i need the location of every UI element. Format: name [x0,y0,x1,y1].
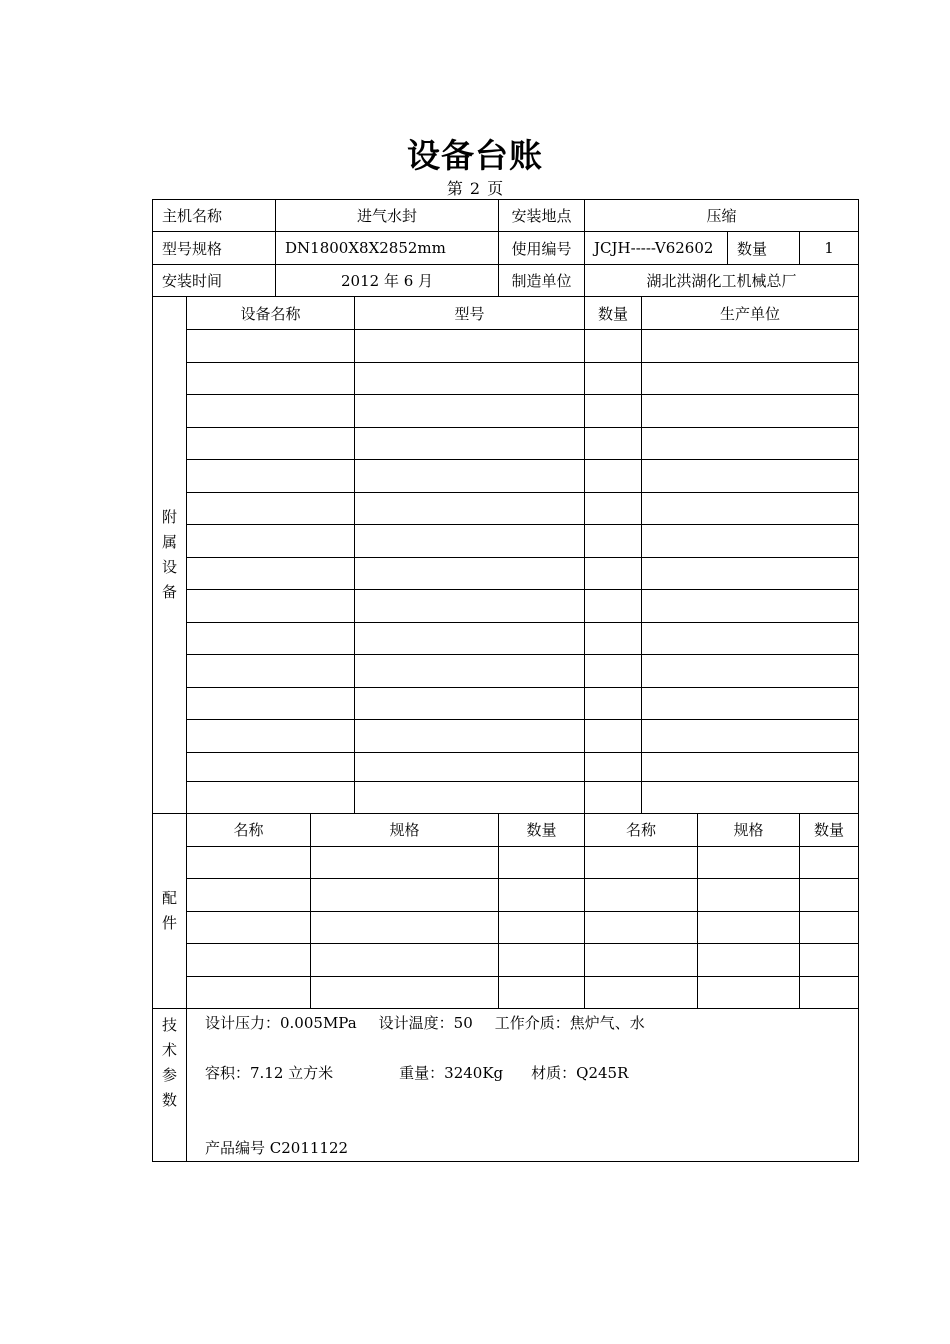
accessory-col-quantity: 数量 [585,297,642,330]
header-row-model [153,232,859,265]
parts-row [153,911,859,944]
accessory-row [153,362,859,395]
accessory-row [153,395,859,428]
working-medium: 工作介质：焦炉气、水 [494,1013,645,1032]
header-row-host [153,200,859,232]
use-number-label: 使用编号 [499,232,585,265]
use-number-value: JCJH-----V62602 [585,232,728,265]
parts-col-name-1: 名称 [187,813,311,846]
header-row-install [153,265,859,297]
manufacturer-value: 湖北洪湖化工机械总厂 [585,265,859,297]
parts-row [153,944,859,977]
accessory-header-row [153,297,859,330]
parts-row [153,976,859,1008]
accessory-col-name: 设备名称 [187,297,355,330]
tech-params-row [153,1008,859,1161]
accessory-col-manufacturer: 生产单位 [642,297,859,330]
parts-col-quantity-1: 数量 [499,813,585,846]
accessory-col-model: 型号 [355,297,585,330]
parts-col-name-2: 名称 [585,813,698,846]
accessory-row [153,687,859,720]
accessory-row [153,622,859,655]
accessory-row [153,557,859,590]
parts-row [153,879,859,912]
host-name-label: 主机名称 [153,200,276,232]
host-name-value: 进气水封 [276,200,499,232]
parts-col-spec-2: 规格 [698,813,800,846]
accessory-row [153,330,859,363]
product-number: 产品编号 C2011122 [205,1138,349,1157]
page-title: 设备台账 [407,136,543,175]
tech-params-label: 技 术 参 数 [153,1008,187,1161]
parts-col-spec-1: 规格 [311,813,499,846]
accessory-row [153,525,859,558]
accessory-row [153,590,859,623]
weight: 重量：3240Kg [399,1063,504,1082]
design-pressure: 设计压力：0.005MPa [205,1013,357,1032]
parts-row [153,846,859,879]
accessory-row [153,781,859,813]
accessory-row [153,492,859,525]
model-spec-label: 型号规格 [153,232,276,265]
accessory-row [153,460,859,493]
quantity-label: 数量 [728,232,800,265]
install-location-value: 压缩 [585,200,859,232]
parts-header-row [153,813,859,846]
page-number: 第 2 页 [446,179,504,198]
accessory-row [153,655,859,688]
accessory-equipment-label: 附 属 设 备 [153,297,187,814]
material: 材质：Q245R [531,1063,629,1082]
quantity-value: 1 [800,232,859,265]
accessory-row [153,720,859,753]
install-location-label: 安装地点 [499,200,585,232]
install-time-value: 2012 年 6 月 [276,265,499,297]
model-spec-value: DN1800X8X2852mm [276,232,499,265]
tech-params-content [187,1008,859,1161]
parts-label: 配 件 [153,813,187,1008]
equipment-ledger-table [152,199,859,1162]
install-time-label: 安装时间 [153,265,276,297]
parts-col-quantity-2: 数量 [800,813,859,846]
manufacturer-label: 制造单位 [499,265,585,297]
accessory-row [153,427,859,460]
volume: 容积：7.12 立方米 [205,1063,334,1082]
design-temperature: 设计温度：50 [378,1013,473,1032]
accessory-row [153,752,859,781]
